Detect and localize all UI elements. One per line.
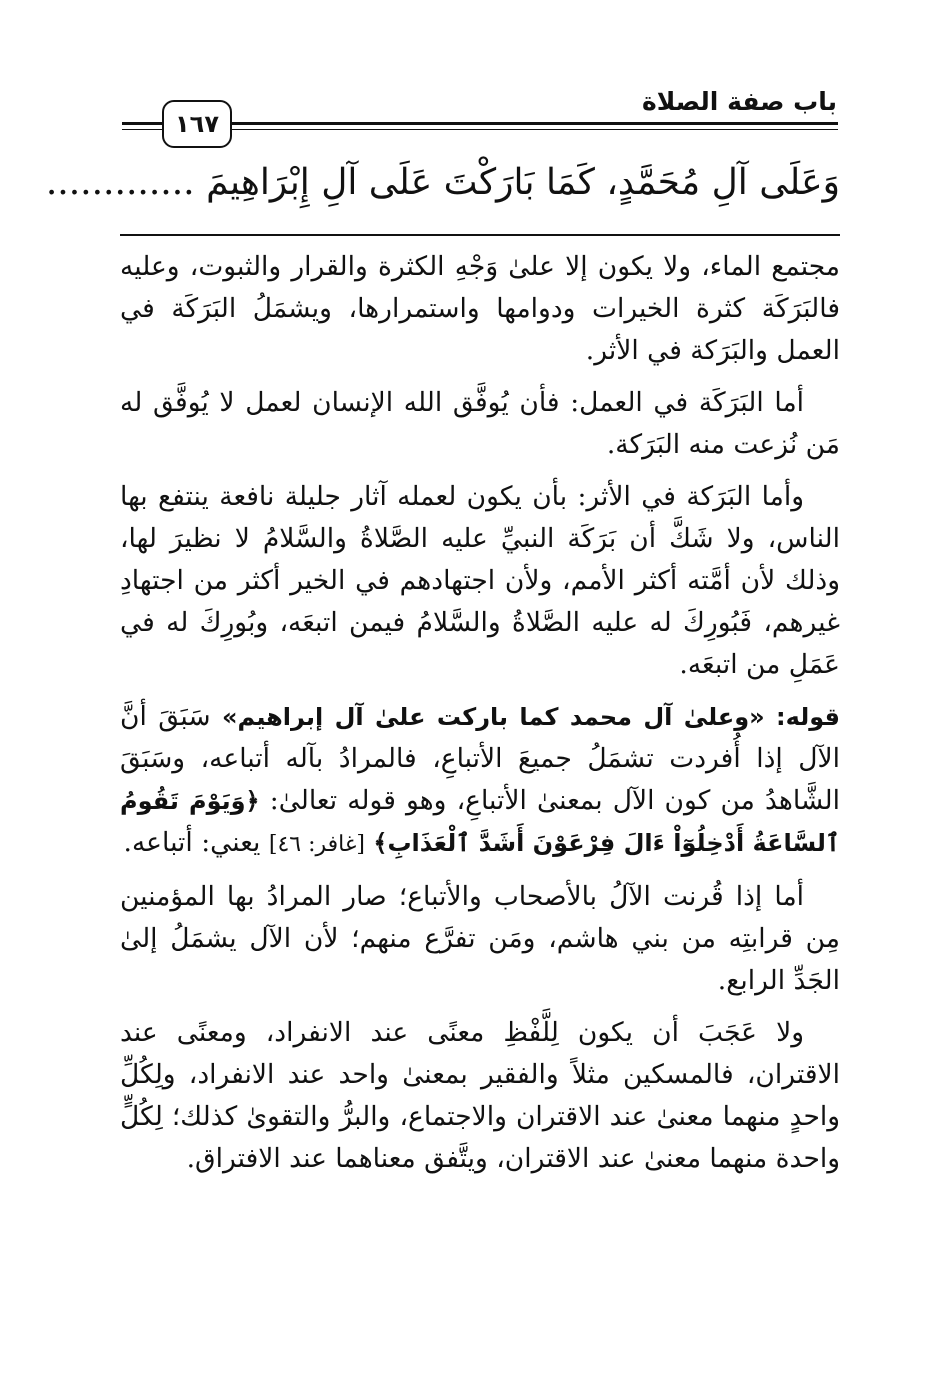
paragraph-4-text-b: يعني: أتباعه. — [123, 827, 261, 858]
verse-reference: [غافر: ٤٦] — [268, 832, 365, 857]
paragraph-3: وأما البَرَكة في الأثر: بأن يكون لعمله آثار جليلة نافعة ينتفع بها الناس، ولا شَكَّ أن بَرَكَة النبيِّ عليه الصَّلاةُ والسَّلامُ لا نظيرَ لها، وذلك لأن أمَّته أكثر الأمم، ولأن اجتهادهم في الخير أكثر من اجتهادِ غيرهم، فَبُورِكَ له عليه الصَّلاةُ والسَّلامُ فيمن اتبعَه، وبُورِكَ له في عَمَلِ من اتبعَه. — [120, 481, 840, 680]
matn-text: وَعَلَى آلِ مُحَمَّدٍ، كَمَا بَارَكْتَ عَلَى آلِ إِبْرَاهِيمَ — [206, 162, 840, 203]
paragraph-5: أما إذا قُرنت الآلُ بالأصحاب والأتباع؛ صار المرادُ بها المؤمنين مِن قرابتِه من بني هاشم، ومَن تفرَّع منهم؛ لأن الآل يشمَلُ إلىٰ الجَدِّ الرابع. — [120, 881, 840, 996]
quran-verse: ﴿وَيَوْمَ تَقُومُ ٱلسَّاعَةُ أَدْخِلُوٓاْ ءَالَ فِرْعَوْنَ أَشَدَّ ٱلْعَذَابِ﴾ — [120, 787, 840, 857]
matn-line — [45, 150, 840, 216]
header-rule-left-thin — [122, 129, 162, 130]
page-number: ١٦٧ — [162, 100, 232, 148]
paragraph-4 — [120, 696, 840, 866]
header-rule-thin — [230, 129, 838, 130]
running-head: باب صفة الصلاة — [642, 87, 837, 116]
header-rule-thick — [230, 122, 838, 125]
qawluhu-label: قوله: «وعلىٰ آل محمد كما باركت علىٰ آل إبراهيم» — [222, 703, 840, 731]
paragraph-1: مجتمع الماء، ولا يكون إلا علىٰ وَجْهِ الكثرة والقرار والثبوت، وعليه فالبَرَكَة كثرة الخيرات ودوامها واستمرارها، ويشمَلُ البَرَكَة في العمل والبَرَكة في الأثر. — [120, 251, 840, 366]
matn-dots: ............. — [45, 162, 195, 203]
paragraph-6: ولا عَجَبَ أن يكون لِلَّفْظِ معنًى عند الانفراد، ومعنًى عند الاقتران، فالمسكين مثلاً والفقير بمعنىٰ واحد عند الانفراد، ولِكُلِّ واحدٍ منهما معنىٰ عند الاقتران والاجتماع، والبرُّ والتقوىٰ كذلك؛ لِكُلٍّ واحدة منهما معنىٰ عند الاقتران، ويتَّفق معناهما عند الافتراق. — [120, 1017, 840, 1174]
paragraph-4-text-a: سَبَقَ أنَّ الآل إذا أُفردت تشمَلُ جميعَ الأتباعِ، فالمرادُ بآله أتباعه، وسَبَقَ الشَّاهدُ من كون الآل بمعنىٰ الأتباعِ، وهو قوله تعالىٰ: — [120, 701, 840, 816]
commentary-body — [120, 246, 840, 1190]
header-rule-left-thick — [122, 122, 162, 125]
matn-separator — [120, 234, 840, 236]
paragraph-2: أما البَرَكَة في العمل: فأن يُوفَّق الله الإنسان لعمل لا يُوفَّق له مَن نُزعت منه البَرَكة. — [120, 387, 840, 460]
